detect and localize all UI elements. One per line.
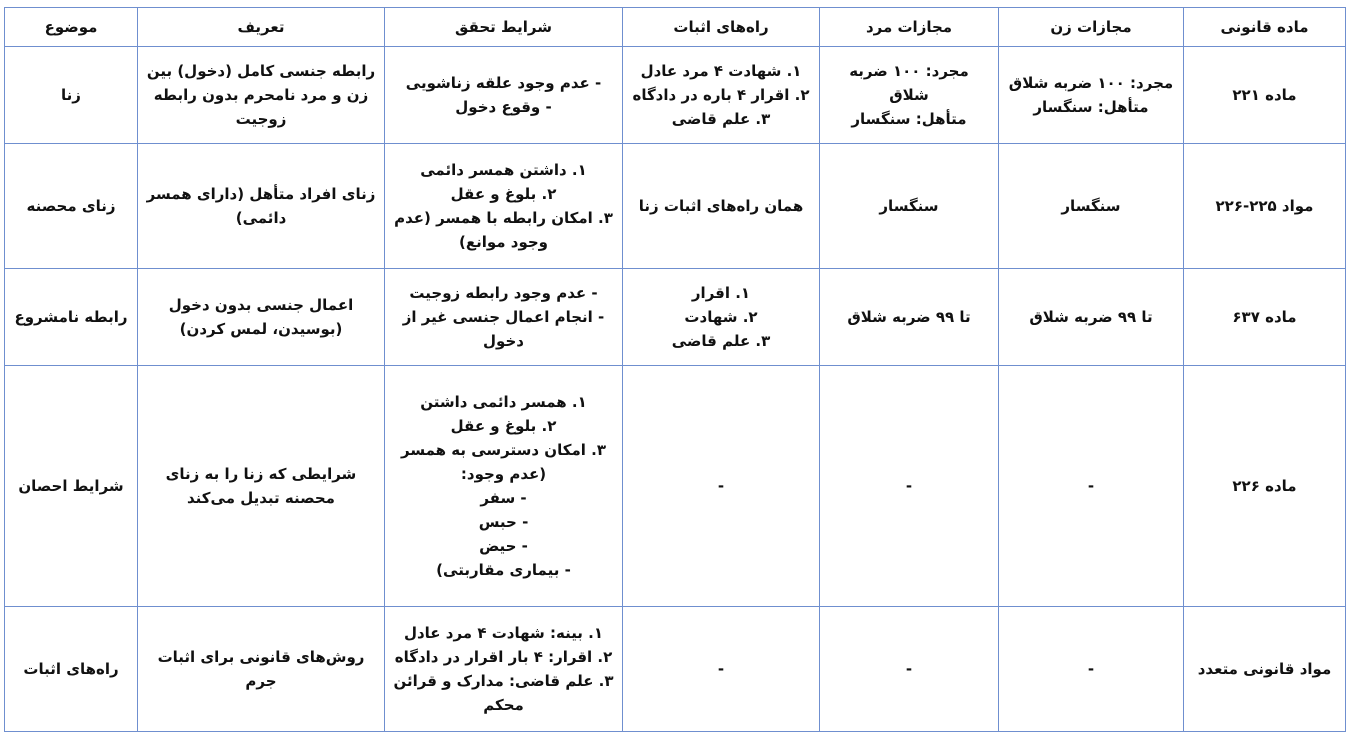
cell-article: ماده ۲۲۱: [1184, 47, 1346, 144]
cell-definition: زنای افراد متأهل (دارای همسر دائمی): [138, 144, 385, 269]
cell-topic: رابطه نامشروع: [5, 269, 138, 366]
cell-men: -: [820, 366, 999, 607]
cell-article: مواد ۲۲۵-۲۲۶: [1184, 144, 1346, 269]
cell-men: -: [820, 607, 999, 732]
cell-conditions: - عدم وجود علقه زناشویی - وقوع دخول: [385, 47, 623, 144]
cell-topic: زنای محصنه: [5, 144, 138, 269]
header-men-punishment: مجازات مرد: [820, 8, 999, 47]
header-conditions: شرایط تحقق: [385, 8, 623, 47]
cell-women: سنگسار: [999, 144, 1184, 269]
header-article: ماده قانونی: [1184, 8, 1346, 47]
table-row: [5, 607, 1346, 732]
cell-article: ماده ۶۳۷: [1184, 269, 1346, 366]
cell-proof: -: [623, 366, 820, 607]
cell-women: تا ۹۹ ضربه شلاق: [999, 269, 1184, 366]
cell-women: -: [999, 366, 1184, 607]
cell-article: مواد قانونی متعدد: [1184, 607, 1346, 732]
table-row: [5, 269, 1346, 366]
cell-conditions: ۱. همسر دائمی داشتن ۲. بلوغ و عقل ۳. امکان دسترسی به همسر (عدم وجود: - سفر - حبس - حیض - بیماری مقاربتی): [385, 366, 623, 607]
cell-conditions: - عدم وجود رابطه زوجیت - انجام اعمال جنسی غیر از دخول: [385, 269, 623, 366]
cell-proof: -: [623, 607, 820, 732]
cell-conditions: ۱. داشتن همسر دائمی ۲. بلوغ و عقل ۳. امکان رابطه با همسر (عدم وجود موانع): [385, 144, 623, 269]
cell-proof: همان راه‌های اثبات زنا: [623, 144, 820, 269]
cell-women: مجرد: ۱۰۰ ضربه شلاق متأهل: سنگسار: [999, 47, 1184, 144]
cell-article: ماده ۲۲۶: [1184, 366, 1346, 607]
table-row: [5, 47, 1346, 144]
law-comparison-table: [4, 7, 1346, 732]
cell-topic: زنا: [5, 47, 138, 144]
cell-conditions: ۱. بینه: شهادت ۴ مرد عادل ۲. اقرار: ۴ بار اقرار در دادگاه ۳. علم قاضی: مدارک و قرائن محکم: [385, 607, 623, 732]
cell-topic: شرایط احصان: [5, 366, 138, 607]
table-row: [5, 144, 1346, 269]
cell-men: مجرد: ۱۰۰ ضربه شلاق متأهل: سنگسار: [820, 47, 999, 144]
cell-definition: اعمال جنسی بدون دخول (بوسیدن، لمس کردن): [138, 269, 385, 366]
cell-women: -: [999, 607, 1184, 732]
cell-definition: روش‌های قانونی برای اثبات جرم: [138, 607, 385, 732]
cell-men: سنگسار: [820, 144, 999, 269]
cell-definition: رابطه جنسی کامل (دخول) بین زن و مرد نامحرم بدون رابطه زوجیت: [138, 47, 385, 144]
header-proof-methods: راه‌های اثبات: [623, 8, 820, 47]
header-women-punishment: مجازات زن: [999, 8, 1184, 47]
cell-proof: ۱. شهادت ۴ مرد عادل ۲. اقرار ۴ باره در دادگاه ۳. علم قاضی: [623, 47, 820, 144]
table-row: [5, 366, 1346, 607]
header-topic: موضوع: [5, 8, 138, 47]
cell-men: تا ۹۹ ضربه شلاق: [820, 269, 999, 366]
header-definition: تعریف: [138, 8, 385, 47]
cell-topic: راه‌های اثبات: [5, 607, 138, 732]
cell-definition: شرایطی که زنا را به زنای محصنه تبدیل می‌کند: [138, 366, 385, 607]
header-row: [5, 8, 1346, 47]
cell-proof: ۱. اقرار ۲. شهادت ۳. علم قاضی: [623, 269, 820, 366]
